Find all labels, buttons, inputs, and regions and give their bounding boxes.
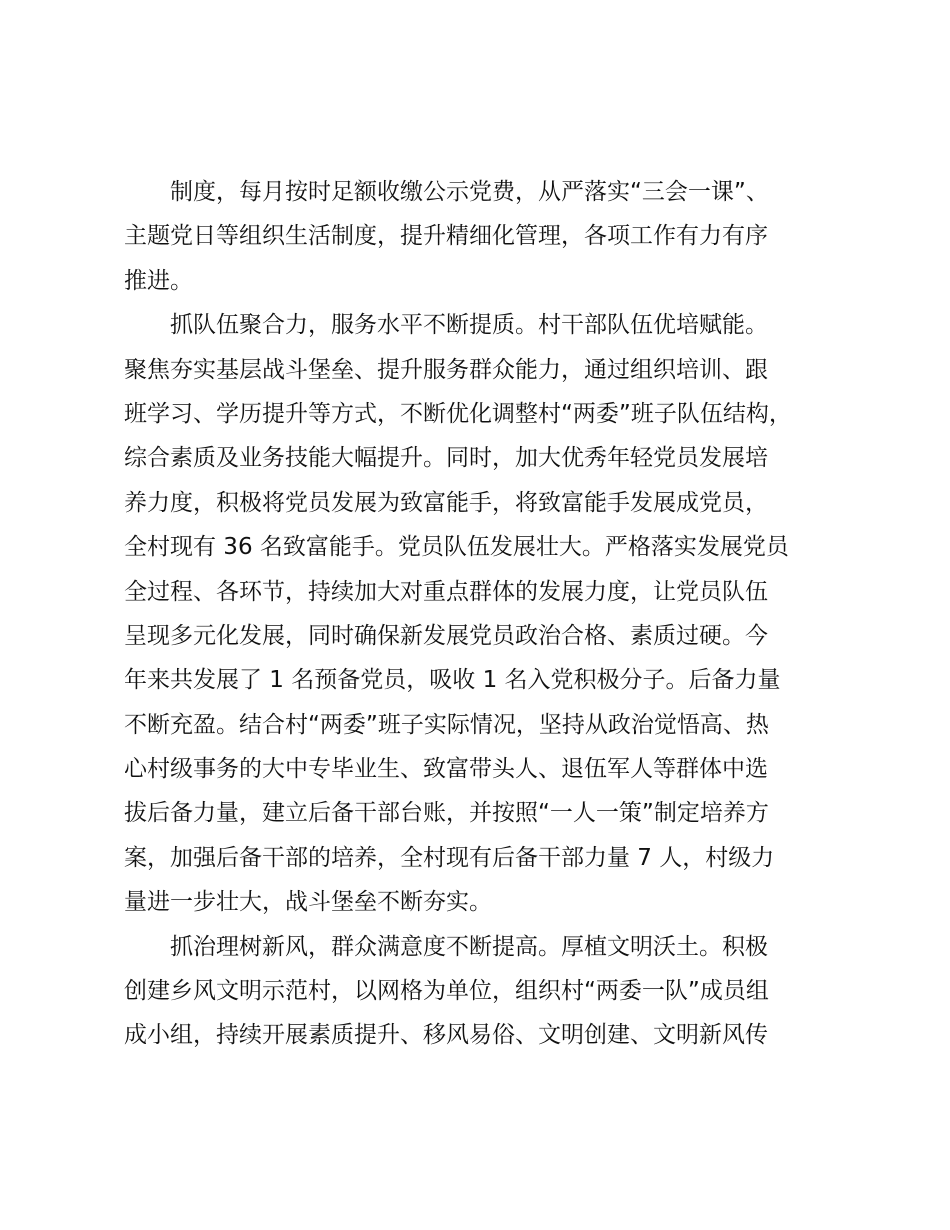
text-line: 抓治理树新风，群众满意度不断提高。厚植文明沃土。积极 [170, 933, 768, 960]
text-line: 拔后备力量，建立后备干部台账，并按照“一人一策”制定培养方 [124, 800, 769, 827]
text-line: 综合素质及业务技能大幅提升。同时，加大优秀年轻党员发展培 [124, 445, 768, 472]
text-line: 主题党日等组织生活制度，提升精细化管理，各项工作有力有序 [124, 223, 768, 250]
text-line: 心村级事务的大中专毕业生、致富带头人、退伍军人等群体中选 [124, 756, 768, 783]
text-line: 不断充盈。结合村“两委”班子实际情况，坚持从政治觉悟高、热 [124, 711, 769, 738]
text-line: 年来共发展了 1 名预备党员，吸收 1 名入党积极分子。后备力量 [124, 667, 781, 694]
text-line: 推进。 [124, 267, 193, 294]
text-line: 创建乡风文明示范村，以网格为单位，组织村“两委一队”成员组 [124, 978, 769, 1005]
text-line: 量进一步壮大，战斗堡垒不断夯实。 [124, 889, 492, 916]
text-line: 案，加强后备干部的培养，全村现有后备干部力量 7 人，村级力 [124, 844, 775, 871]
text-line: 成小组，持续开展素质提升、移风易俗、文明创建、文明新风传 [124, 1022, 768, 1049]
text-line: 制度，每月按时足额收缴公示党费，从严落实“三会一课”、 [170, 179, 769, 205]
text-line: 养力度，积极将党员发展为致富能手，将致富能手发展成党员， [124, 489, 768, 516]
text-line: 聚焦夯实基层战斗堡垒、提升服务群众能力，通过组织培训、跟 [124, 356, 768, 383]
text-line: 呈现多元化发展，同时确保新发展党员政治合格、素质过硬。今 [124, 622, 768, 649]
body-text [124, 170, 844, 1058]
text-line: 抓队伍聚合力，服务水平不断提质。村干部队伍优培赋能。 [170, 312, 768, 339]
text-line: 全过程、各环节，持续加大对重点群体的发展力度，让党员队伍 [124, 578, 768, 605]
text-line: 全村现有 36 名致富能手。党员队伍发展壮大。严格落实发展党员 [124, 534, 789, 561]
text-line: 班学习、学历提升等方式，不断优化调整村“两委”班子队伍结构， [124, 400, 792, 427]
